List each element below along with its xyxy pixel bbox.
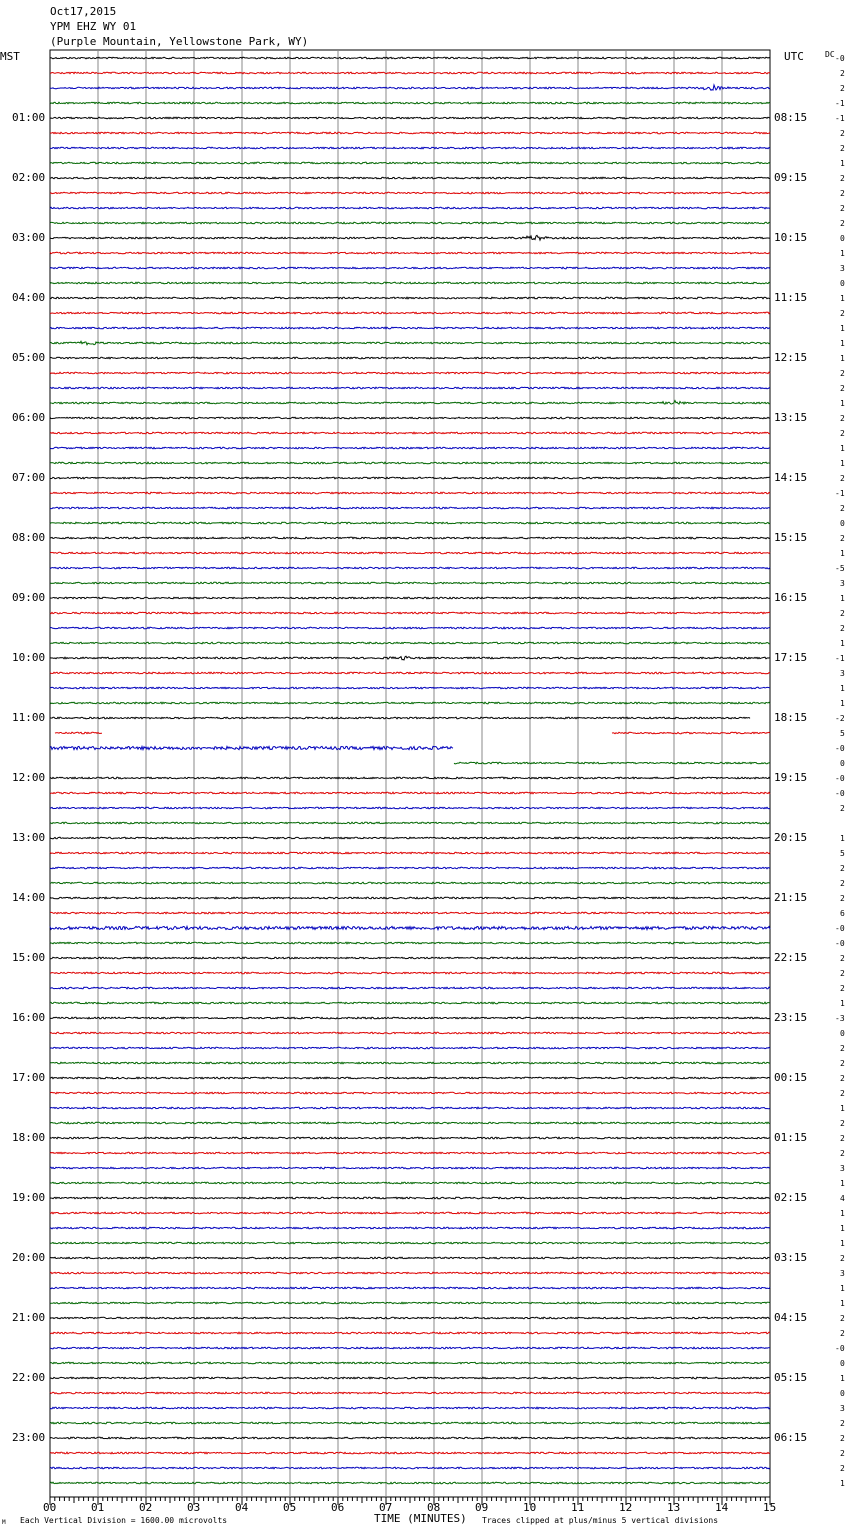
dc-offset-label: 2 [840, 984, 845, 993]
trace-line [50, 1002, 770, 1004]
dc-offset-label: 2 [840, 609, 845, 618]
trace-line [50, 492, 770, 494]
dc-offset-label: -0 [835, 789, 845, 798]
trace-line [50, 57, 770, 59]
dc-offset-label: 1 [840, 1374, 845, 1383]
dc-offset-label: -0 [835, 54, 845, 63]
dc-offset-label: 2 [840, 1329, 845, 1338]
mst-hour-label: 14:00 [12, 891, 46, 904]
trace-line [50, 1212, 770, 1214]
dc-offset-label: 2 [840, 624, 845, 633]
dc-offset-label: 2 [840, 84, 845, 93]
utc-hour-label: 10:15 [774, 231, 808, 244]
trace-line [50, 1092, 770, 1094]
dc-offset-label: 2 [840, 129, 845, 138]
trace-line [50, 837, 770, 839]
dc-offset-label: -0 [835, 744, 845, 753]
trace-line [50, 327, 770, 329]
dc-offset-label: 2 [840, 414, 845, 423]
mst-hour-label: 13:00 [12, 831, 46, 844]
dc-offset-label: 2 [840, 189, 845, 198]
trace-line [50, 147, 770, 149]
trace-line [50, 1197, 770, 1199]
trace-line [50, 417, 770, 419]
utc-hour-label: 05:15 [774, 1371, 808, 1384]
trace-line [50, 1017, 770, 1019]
x-tick-label: 02 [139, 1501, 153, 1514]
utc-hour-label: 03:15 [774, 1251, 808, 1264]
dc-offset-label: 2 [840, 1149, 845, 1158]
trace-line [50, 687, 770, 689]
trace-line [50, 1122, 770, 1124]
trace-line [50, 102, 770, 104]
trace-line [50, 656, 770, 660]
dc-offset-label: 2 [840, 1134, 845, 1143]
trace-line [50, 162, 770, 164]
trace-line [50, 1392, 770, 1394]
dc-offset-label: -0 [835, 939, 845, 948]
trace-line [50, 1047, 770, 1049]
trace-line [50, 72, 770, 74]
left-timezone-label: MST [0, 50, 20, 63]
dc-offset-label: 2 [840, 474, 845, 483]
mst-hour-label: 04:00 [12, 291, 46, 304]
mst-hour-label: 18:00 [12, 1131, 46, 1144]
mst-hour-label: 21:00 [12, 1311, 46, 1324]
trace-line [50, 1347, 770, 1349]
dc-offset-label: 1 [840, 1104, 845, 1113]
trace-line [50, 552, 770, 554]
mst-hour-label: 09:00 [12, 591, 46, 604]
trace-line [50, 447, 770, 449]
trace-line [50, 507, 770, 509]
trace-line [50, 282, 770, 284]
trace-line [50, 341, 770, 344]
dc-offset-label: 1 [840, 999, 845, 1008]
dc-offset-label: 2 [840, 879, 845, 888]
dc-offset-label: 1 [840, 294, 845, 303]
mst-hour-label: 08:00 [12, 531, 46, 544]
trace-line [50, 822, 770, 824]
trace-line [50, 1227, 770, 1229]
mst-hour-label: 05:00 [12, 351, 46, 364]
trace-line [50, 612, 770, 614]
dc-offset-label: 1 [840, 249, 845, 258]
trace-line [50, 1437, 770, 1439]
trace-line [50, 537, 770, 539]
mst-hour-label: 01:00 [12, 111, 46, 124]
trace-line [50, 235, 770, 240]
trace-line [50, 117, 770, 119]
trace-line [50, 387, 770, 389]
trace-line [50, 702, 770, 704]
trace-line [50, 1287, 770, 1289]
trace-line [50, 746, 453, 749]
dc-offset-label: -0 [835, 1344, 845, 1353]
mst-hour-label: 07:00 [12, 471, 46, 484]
utc-hour-label: 16:15 [774, 591, 808, 604]
dc-offset-label: 2 [840, 504, 845, 513]
dc-offset-label: 3 [840, 1404, 845, 1413]
trace-line [50, 267, 770, 269]
trace-line [50, 1257, 770, 1259]
dc-offset-label: 2 [840, 534, 845, 543]
trace-line [50, 1167, 770, 1169]
dc-offset-label: -5 [835, 564, 845, 573]
utc-hour-label: 21:15 [774, 891, 808, 904]
trace-line [50, 852, 770, 854]
trace-line [50, 1452, 770, 1454]
trace-line [50, 777, 770, 779]
utc-hour-label: 01:15 [774, 1131, 808, 1144]
trace-line [50, 432, 770, 434]
mst-hour-label: 06:00 [12, 411, 46, 424]
trace-line [50, 462, 770, 464]
dc-offset-label: 5 [840, 729, 845, 738]
dc-offset-label: 1 [840, 324, 845, 333]
mst-hour-label: 02:00 [12, 171, 46, 184]
utc-hour-label: 14:15 [774, 471, 808, 484]
dc-offset-label: 2 [840, 204, 845, 213]
utc-hour-label: 04:15 [774, 1311, 808, 1324]
header-date: Oct17,2015 [50, 5, 117, 18]
x-tick-label: 15 [763, 1501, 777, 1514]
trace-line [50, 297, 770, 299]
dc-offset-label: 1 [840, 1224, 845, 1233]
dc-offset-label: 3 [840, 669, 845, 678]
trace-line [50, 252, 770, 254]
dc-offset-label: 1 [840, 339, 845, 348]
trace-line [50, 1272, 770, 1274]
x-tick-label: 04 [235, 1501, 249, 1514]
mst-hour-label: 12:00 [12, 771, 46, 784]
dc-offset-label: -3 [835, 1014, 845, 1023]
dc-offset-label: 2 [840, 1464, 845, 1473]
mst-hour-label: 17:00 [12, 1071, 46, 1084]
dc-offset-label: 3 [840, 1269, 845, 1278]
header-location: (Purple Mountain, Yellowstone Park, WY) [50, 35, 309, 48]
dc-offset-label: -1 [835, 654, 845, 663]
trace-line [50, 926, 770, 929]
dc-offset-label: 2 [840, 1314, 845, 1323]
trace-line [50, 1062, 770, 1064]
dc-offset-label: -0 [835, 924, 845, 933]
dc-header-label: DC [825, 50, 835, 59]
dc-offset-label: 2 [840, 954, 845, 963]
x-tick-label: 07 [379, 1501, 393, 1514]
utc-hour-label: 18:15 [774, 711, 808, 724]
dc-offset-label: 5 [840, 849, 845, 858]
dc-offset-label: -1 [835, 99, 845, 108]
dc-offset-label: 3 [840, 1164, 845, 1173]
utc-hour-label: 17:15 [774, 651, 808, 664]
mst-hour-label: 20:00 [12, 1251, 46, 1264]
right-timezone-label: UTC [784, 50, 804, 63]
dc-offset-label: 2 [840, 1119, 845, 1128]
dc-offset-label: 1 [840, 1479, 845, 1488]
dc-offset-label: 1 [840, 459, 845, 468]
dc-offset-label: 3 [840, 579, 845, 588]
dc-offset-label: 1 [840, 699, 845, 708]
x-tick-label: 10 [523, 1501, 537, 1514]
trace-line [50, 132, 770, 134]
mst-hour-label: 16:00 [12, 1011, 46, 1024]
mst-hour-label: 22:00 [12, 1371, 46, 1384]
dc-offset-label: 1 [840, 399, 845, 408]
trace-line [55, 732, 770, 734]
utc-hour-label: 09:15 [774, 171, 808, 184]
dc-offset-label: 0 [840, 759, 845, 768]
corner-mark: M [2, 1519, 6, 1526]
dc-offset-label: 2 [840, 1434, 845, 1443]
mst-hour-label: 10:00 [12, 651, 46, 664]
trace-line [50, 1407, 770, 1409]
trace-line [50, 867, 770, 869]
trace-line [50, 1077, 770, 1079]
dc-offset-label: 1 [840, 354, 845, 363]
dc-offset-label: 2 [840, 894, 845, 903]
dc-offset-label: 2 [840, 1254, 845, 1263]
plot-frame [50, 50, 770, 1497]
trace-line [50, 1467, 770, 1469]
trace-line [50, 177, 770, 179]
utc-hour-label: 02:15 [774, 1191, 808, 1204]
dc-offset-label: 2 [840, 1059, 845, 1068]
dc-offset-label: 2 [840, 174, 845, 183]
mst-hour-label: 15:00 [12, 951, 46, 964]
trace-line [50, 372, 770, 374]
trace-line [50, 807, 770, 809]
dc-offset-label: 2 [840, 1419, 845, 1428]
trace-line [50, 312, 770, 314]
trace-line [50, 717, 750, 719]
utc-hour-label: 12:15 [774, 351, 808, 364]
trace-line [50, 207, 770, 209]
x-axis-title: TIME (MINUTES) [374, 1512, 467, 1525]
trace-line [50, 1032, 770, 1034]
trace-line [50, 222, 770, 224]
mst-hour-label: 19:00 [12, 1191, 46, 1204]
dc-offset-label: 0 [840, 1359, 845, 1368]
x-tick-label: 05 [283, 1501, 297, 1514]
dc-offset-label: 0 [840, 1389, 845, 1398]
x-tick-label: 03 [187, 1501, 201, 1514]
dc-offset-label: 2 [840, 1449, 845, 1458]
trace-line [50, 1302, 770, 1304]
utc-hour-label: 23:15 [774, 1011, 808, 1024]
dc-offset-label: -1 [835, 114, 845, 123]
dc-offset-label: 0 [840, 234, 845, 243]
mst-hour-label: 03:00 [12, 231, 46, 244]
trace-line [50, 1422, 770, 1424]
dc-offset-label: 0 [840, 519, 845, 528]
trace-line [50, 1107, 770, 1109]
dc-offset-label: -2 [835, 714, 845, 723]
dc-offset-label: 1 [840, 1284, 845, 1293]
dc-offset-label: 2 [840, 1089, 845, 1098]
trace-line [50, 1482, 770, 1484]
dc-offset-label: 1 [840, 594, 845, 603]
x-tick-label: 14 [715, 1501, 729, 1514]
dc-offset-label: 1 [840, 549, 845, 558]
dc-offset-label: 3 [840, 264, 845, 273]
trace-line [50, 522, 770, 524]
trace-line [50, 1152, 770, 1154]
dc-offset-label: 1 [840, 444, 845, 453]
dc-offset-label: 2 [840, 384, 845, 393]
trace-line [50, 642, 770, 644]
trace-line [50, 582, 770, 584]
dc-offset-label: 2 [840, 144, 845, 153]
dc-offset-label: 2 [840, 219, 845, 228]
utc-hour-label: 13:15 [774, 411, 808, 424]
trace-line [50, 672, 770, 674]
dc-offset-label: 1 [840, 159, 845, 168]
trace-line [50, 597, 770, 599]
trace-line [50, 897, 770, 899]
trace-line [50, 1377, 770, 1379]
trace-line [50, 1332, 770, 1334]
dc-offset-label: 2 [840, 369, 845, 378]
scale-note: Each Vertical Division = 1600.00 microvolts [20, 1516, 228, 1525]
x-tick-label: 01 [91, 1501, 105, 1514]
trace-line [50, 957, 770, 959]
dc-offset-label: -1 [835, 489, 845, 498]
dc-offset-label: 2 [840, 309, 845, 318]
trace-line [454, 762, 770, 764]
utc-hour-label: 22:15 [774, 951, 808, 964]
trace-line [50, 912, 770, 914]
mst-hour-label: 11:00 [12, 711, 46, 724]
trace-line [50, 972, 770, 974]
x-tick-label: 06 [331, 1501, 345, 1514]
dc-offset-label: 2 [840, 1044, 845, 1053]
trace-line [50, 882, 770, 884]
dc-offset-label: 1 [840, 1179, 845, 1188]
header-station: YPM EHZ WY 01 [50, 20, 137, 33]
dc-offset-label: 4 [840, 1194, 845, 1203]
dc-offset-label: 0 [840, 1029, 845, 1038]
dc-offset-label: 1 [840, 834, 845, 843]
dc-offset-label: 2 [840, 429, 845, 438]
utc-hour-label: 08:15 [774, 111, 808, 124]
x-tick-label: 08 [427, 1501, 441, 1514]
dc-offset-label: 6 [840, 909, 845, 918]
dc-offset-label: 2 [840, 69, 845, 78]
trace-line [50, 792, 770, 794]
trace-line [50, 1317, 770, 1319]
trace-line [50, 1182, 770, 1184]
clip-note: Traces clipped at plus/minus 5 vertical divisions [482, 1516, 719, 1525]
dc-offset-label: 2 [840, 969, 845, 978]
dc-offset-label: 1 [840, 1299, 845, 1308]
trace-line [50, 192, 770, 194]
trace-line [50, 477, 770, 479]
dc-offset-label: 2 [840, 864, 845, 873]
dc-offset-label: 2 [840, 804, 845, 813]
trace-line [50, 85, 770, 90]
dc-offset-label: 1 [840, 639, 845, 648]
trace-line [50, 1362, 770, 1364]
dc-offset-label: 1 [840, 1209, 845, 1218]
dc-offset-label: 1 [840, 684, 845, 693]
utc-hour-label: 11:15 [774, 291, 808, 304]
trace-line [50, 357, 770, 359]
x-tick-label: 12 [619, 1501, 633, 1514]
x-tick-label: 09 [475, 1501, 489, 1514]
utc-hour-label: 15:15 [774, 531, 808, 544]
dc-offset-label: 1 [840, 1239, 845, 1248]
trace-line [50, 1137, 770, 1139]
utc-hour-label: 20:15 [774, 831, 808, 844]
trace-line [50, 942, 770, 944]
trace-line [50, 987, 770, 989]
dc-offset-label: -0 [835, 774, 845, 783]
utc-hour-label: 00:15 [774, 1071, 808, 1084]
x-tick-label: 11 [571, 1501, 585, 1514]
trace-line [50, 627, 770, 629]
dc-offset-label: 2 [840, 1074, 845, 1083]
trace-line [50, 1242, 770, 1244]
utc-hour-label: 19:15 [774, 771, 808, 784]
trace-line [50, 567, 770, 569]
x-tick-label: 13 [667, 1501, 681, 1514]
x-tick-label: 00 [43, 1501, 57, 1514]
utc-hour-label: 06:15 [774, 1431, 808, 1444]
dc-offset-label: 0 [840, 279, 845, 288]
trace-line [50, 401, 770, 405]
mst-hour-label: 23:00 [12, 1431, 46, 1444]
